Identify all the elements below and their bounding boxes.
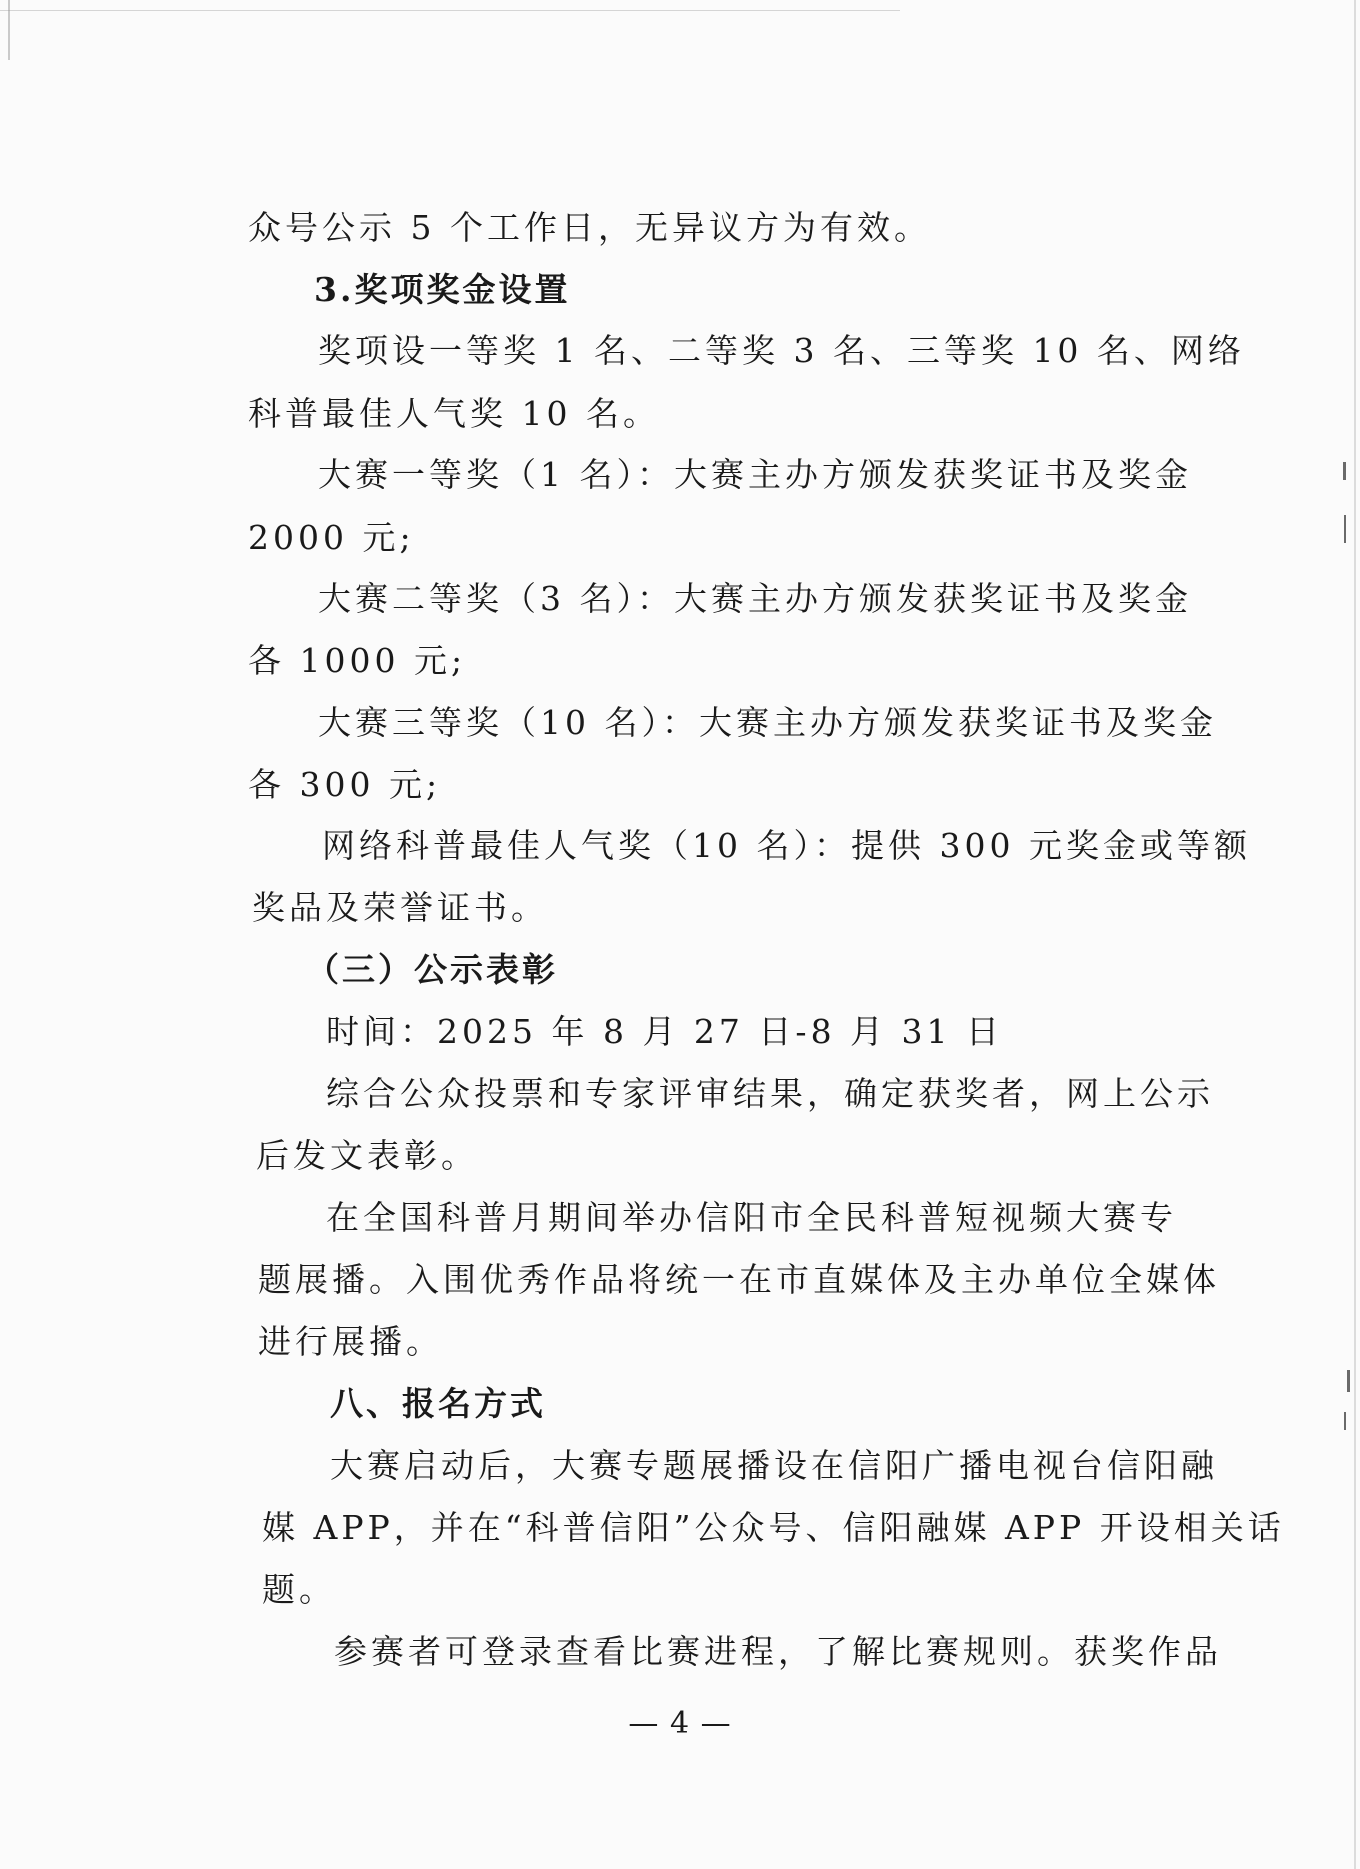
section-heading-registration: 八、报名方式: [330, 1384, 546, 1423]
paragraph-line: 众号公示 5 个工作日，无异议方为有效。: [248, 208, 931, 247]
paragraph-line: 题展播。入围优秀作品将统一在市直媒体及主办单位全媒体: [258, 1260, 1220, 1299]
paragraph-line: 后发文表彰。: [256, 1136, 478, 1175]
paragraph-line: 各 300 元;: [248, 765, 442, 804]
section-heading-award-settings: 3.奖项奖金设置: [314, 270, 571, 309]
paragraph-line: 奖品及荣誉证书。: [252, 888, 548, 927]
page-number: — 4 —: [628, 1706, 732, 1741]
paragraph-line: 在全国科普月期间举办信阳市全民科普短视频大赛专: [326, 1198, 1177, 1237]
paragraph-line: 时间：2025 年 8 月 27 日-8 月 31 日: [326, 1012, 1004, 1051]
paragraph-line: 综合公众投票和专家评审结果，确定获奖者，网上公示: [326, 1074, 1214, 1113]
paragraph-line: 大赛二等奖（3 名）：大赛主办方颁发获奖证书及奖金: [318, 579, 1192, 618]
paragraph-line: 各 1000 元;: [248, 641, 467, 680]
paragraph-line: 大赛三等奖（10 名）：大赛主办方颁发获奖证书及奖金: [318, 703, 1217, 742]
paragraph-line: 奖项设一等奖 1 名、二等奖 3 名、三等奖 10 名、网络: [318, 331, 1245, 370]
scan-mark: [1344, 1412, 1346, 1430]
paragraph-line: 题。: [262, 1570, 336, 1609]
paragraph-line: 媒 APP，并在“科普信阳”公众号、信阳融媒 APP 开设相关话: [262, 1508, 1285, 1547]
scan-mark: [1344, 515, 1346, 543]
paragraph-line: 大赛启动后，大赛专题展播设在信阳广播电视台信阳融: [330, 1446, 1218, 1485]
scan-border-left: [8, 0, 10, 60]
paragraph-line: 进行展播。: [258, 1322, 443, 1361]
scan-border-top: [0, 10, 900, 11]
paragraph-line: 参赛者可登录查看比赛进程，了解比赛规则。获奖作品: [334, 1632, 1222, 1671]
paragraph-line: 大赛一等奖（1 名）：大赛主办方颁发获奖证书及奖金: [318, 455, 1192, 494]
scan-mark: [1347, 1370, 1350, 1392]
scan-border-right: [1354, 0, 1356, 1869]
section-heading-announcement: （三）公示表彰: [306, 950, 558, 989]
scan-mark: [1343, 462, 1346, 480]
paragraph-line: 科普最佳人气奖 10 名。: [248, 394, 660, 433]
paragraph-line: 2000 元;: [248, 518, 415, 557]
paragraph-line: 网络科普最佳人气奖（10 名）：提供 300 元奖金或等额: [322, 826, 1251, 865]
